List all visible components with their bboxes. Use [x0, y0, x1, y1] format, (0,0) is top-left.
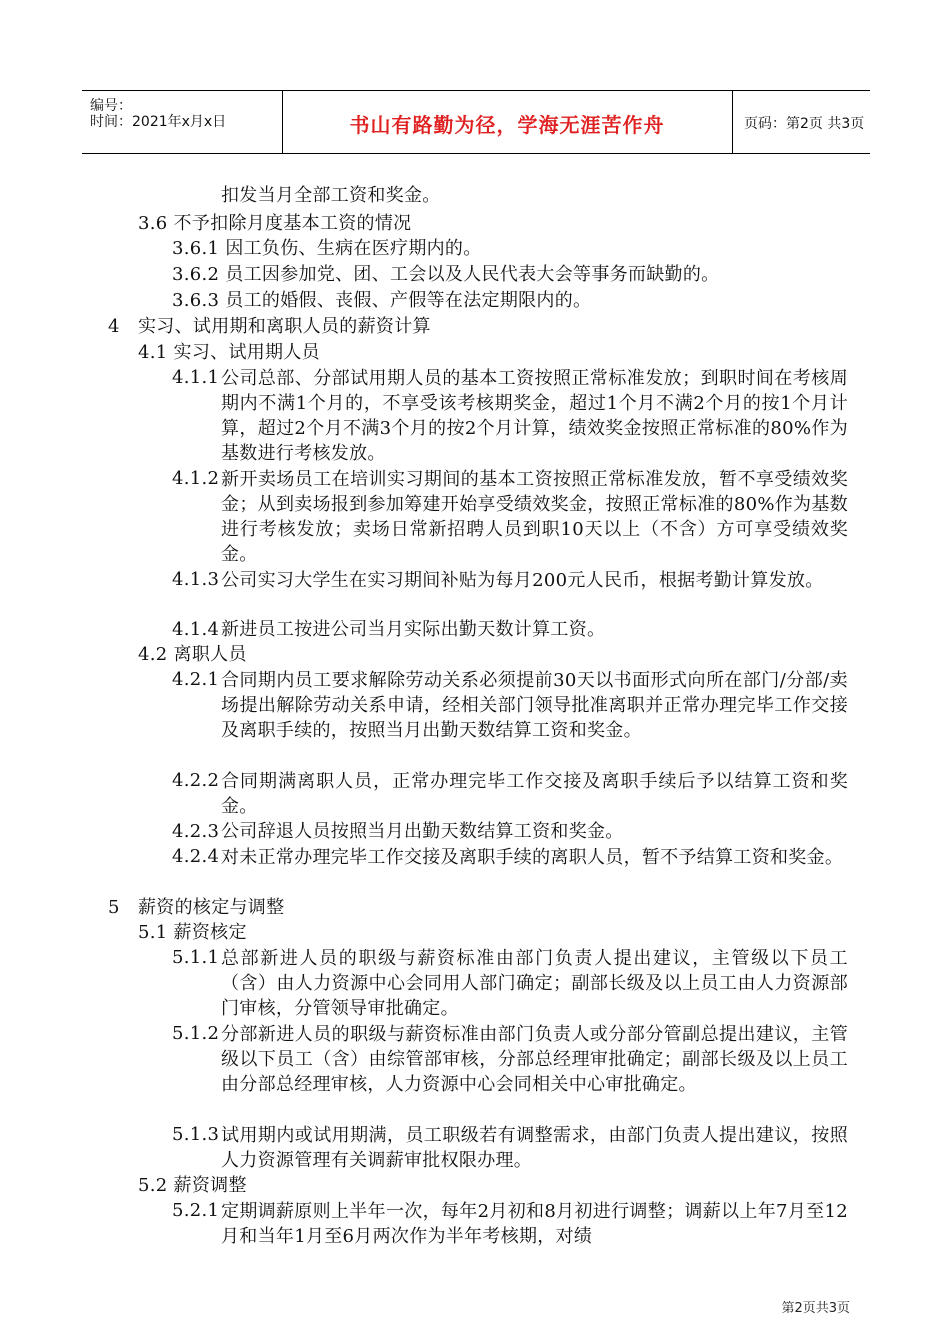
- subsection-heading: 5.2 薪资调整: [138, 1175, 247, 1196]
- clause-text: 新进员工按进公司当月实际出勤天数计算工资。: [221, 619, 606, 640]
- clause-number: 5.1.1: [172, 947, 220, 968]
- clause-number: 5.1.3: [172, 1124, 220, 1145]
- section-heading: 实习、试用期和离职人员的薪资计算: [138, 316, 431, 337]
- clause-number: 4.1.3: [172, 569, 220, 590]
- subsection-heading: 4.1 实习、试用期人员: [138, 342, 320, 363]
- page-number-label: 页码：第2页 共3页: [744, 116, 865, 132]
- section-number: 5: [108, 897, 120, 918]
- header-motto-cell: [282, 91, 733, 153]
- clause-text: 对未正常办理完毕工作交接及离职手续的离职人员，暂不予结算工资和奖金。: [221, 847, 844, 868]
- clause-number: 4.2.4: [172, 846, 220, 867]
- clause-text: 定期调薪原则上半年一次，每年2月初和8月初进行调整；调薪以上年7月至12月和当年1月至6月两次作为半年考核期，对绩: [221, 1201, 848, 1247]
- clause-text: 合同期满离职人员，正常办理完毕工作交接及离职手续后予以结算工资和奖金。: [221, 771, 848, 817]
- clause-text: 公司实习大学生在实习期间补贴为每月200元人民币，根据考勤计算发放。: [221, 570, 824, 591]
- clause-number: 4.2.3: [172, 821, 220, 842]
- clause-number: 5.2.1: [172, 1200, 220, 1221]
- clause-number: 4.1.2: [172, 468, 220, 489]
- section-number: 4: [108, 316, 120, 337]
- clause-text: 公司辞退人员按照当月出勤天数结算工资和奖金。: [221, 821, 624, 842]
- subsection-heading: 4.2 离职人员: [138, 644, 247, 665]
- text-line: 3.6.3 员工的婚假、丧假、产假等在法定期限内的。: [172, 290, 592, 311]
- clause-text: 新开卖场员工在培训实习期间的基本工资按照正常标准发放，暂不享受绩效奖金；从到卖场报到参加筹建开始享受绩效奖金，按照正常标准的80%作为基数进行考核发放；卖场日常新招聘人员到职10天以上（不含）方可享受绩效奖金。: [221, 469, 848, 565]
- clause-text: 总部新进人员的职级与薪资标准由部门负责人提出建议，主管级以下员工（含）由人力资源中心会同用人部门确定；副部长级及以上员工由人力资源部门审核，分管领导审批确定。: [221, 948, 848, 1019]
- time-label: 时间：2021年x月x日: [90, 114, 227, 130]
- code-label: 编号：: [90, 98, 132, 114]
- clause-number: 4.2.2: [172, 770, 220, 791]
- clause-number: 4.1.1: [172, 367, 220, 388]
- motto: 书山有路勤为径，学海无涯苦作舟: [349, 113, 665, 137]
- clause-text: 分部新进人员的职级与薪资标准由部门负责人或分部分管副总提出建议，主管级以下员工（含）由综管部审核，分部总经理审批确定；副部长级及以上员工由分部总经理审核，人力资源中心会同相关中心审批确定。: [221, 1024, 848, 1095]
- clause-number: 4.2.1: [172, 669, 220, 690]
- subsection-heading: 5.1 薪资核定: [138, 922, 247, 943]
- page-header: [82, 90, 870, 154]
- header-right-cell: [732, 91, 870, 153]
- clause-number: 4.1.4: [172, 619, 220, 640]
- clause-text: 试用期内或试用期满，员工职级若有调整需求，由部门负责人提出建议，按照人力资源管理有关调薪审批权限办理。: [221, 1125, 848, 1171]
- text-line: 3.6.1 因工负伤、生病在医疗期内的。: [172, 238, 482, 259]
- section-heading: 薪资的核定与调整: [138, 897, 285, 918]
- clause-number: 5.1.2: [172, 1023, 220, 1044]
- header-left-cell: [82, 91, 283, 153]
- text-line: 3.6.2 员工因参加党、团、工会以及人民代表大会等事务而缺勤的。: [172, 264, 720, 285]
- clause-text: 合同期内员工要求解除劳动关系必须提前30天以书面形式向所在部门/分部/卖场提出解除劳动关系申请，经相关部门领导批准离职并正常办理完毕工作交接及离职手续的，按照当月出勤天数结算工资和奖金。: [221, 670, 848, 741]
- clause-text: 公司总部、分部试用期人员的基本工资按照正常标准发放；到职时间在考核周期内不满1个月的，不享受该考核期奖金，超过1个月不满2个月的按1个月计算，超过2个月不满3个月的按2个月计算，绩效奖金按照正常标准的80%作为基数进行考核发放。: [221, 368, 848, 464]
- page-footer: 第2页共3页: [781, 1301, 850, 1316]
- section-heading: 3.6 不予扣除月度基本工资的情况: [138, 213, 412, 234]
- text-line: 扣发当月全部工资和奖金。: [221, 185, 441, 206]
